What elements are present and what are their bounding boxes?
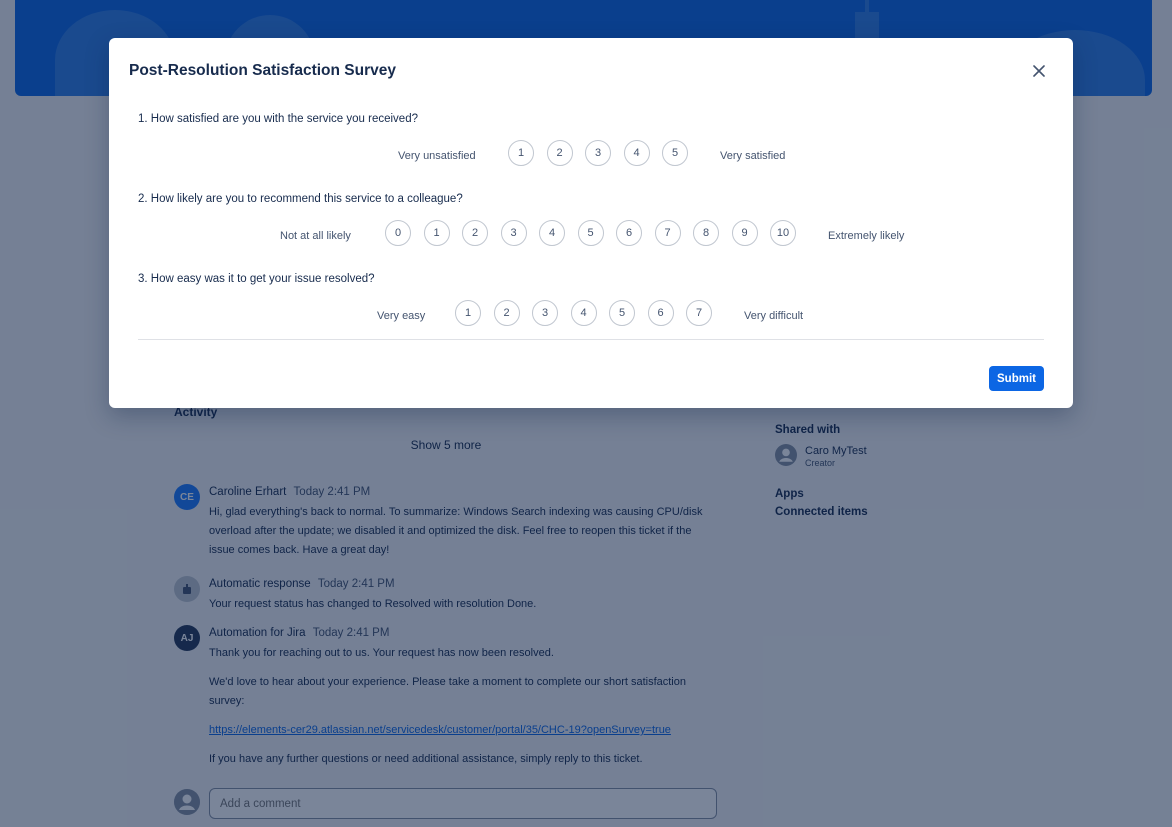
rating-option[interactable]: 4 xyxy=(539,220,565,246)
dialog-title: Post-Resolution Satisfaction Survey xyxy=(129,62,396,79)
close-icon xyxy=(1033,65,1045,77)
scale-low-label: Very unsatisfied xyxy=(398,150,476,162)
rating-option[interactable]: 4 xyxy=(571,300,597,326)
close-button[interactable] xyxy=(1028,60,1050,82)
scale-high-label: Extremely likely xyxy=(828,230,905,242)
rating-options xyxy=(508,140,688,166)
rating-scale-3 xyxy=(377,300,803,326)
scale-high-label: Very satisfied xyxy=(720,150,786,162)
rating-option[interactable]: 6 xyxy=(648,300,674,326)
rating-option[interactable]: 5 xyxy=(609,300,635,326)
submit-button[interactable]: Submit xyxy=(989,366,1044,391)
rating-option[interactable]: 8 xyxy=(693,220,719,246)
rating-option[interactable]: 1 xyxy=(424,220,450,246)
question-text: How easy was it to get your issue resolved? xyxy=(150,273,375,285)
question-number: 1. xyxy=(138,113,148,125)
scale-high-label: Very difficult xyxy=(744,310,804,322)
rating-option[interactable]: 3 xyxy=(585,140,611,166)
rating-option[interactable]: 5 xyxy=(578,220,604,246)
rating-option[interactable]: 3 xyxy=(532,300,558,326)
rating-scale-1 xyxy=(398,140,785,166)
question-number: 2. xyxy=(138,193,148,205)
rating-option[interactable]: 6 xyxy=(616,220,642,246)
rating-option[interactable]: 7 xyxy=(686,300,712,326)
rating-options xyxy=(455,300,712,326)
dialog-divider xyxy=(138,339,1044,340)
rating-option[interactable]: 10 xyxy=(770,220,796,246)
question-text: How likely are you to recommend this service to a colleague? xyxy=(150,193,463,205)
question-number: 3. xyxy=(138,273,148,285)
scale-low-label: Very easy xyxy=(377,310,426,322)
rating-option[interactable]: 7 xyxy=(655,220,681,246)
rating-option[interactable]: 9 xyxy=(732,220,758,246)
rating-option[interactable]: 2 xyxy=(462,220,488,246)
rating-option[interactable]: 3 xyxy=(501,220,527,246)
rating-option[interactable]: 4 xyxy=(624,140,650,166)
rating-options xyxy=(385,220,796,246)
rating-option[interactable]: 2 xyxy=(494,300,520,326)
rating-option[interactable]: 5 xyxy=(662,140,688,166)
question-1 xyxy=(138,113,418,125)
survey-dialog xyxy=(109,38,1073,408)
rating-scale-2 xyxy=(280,220,904,246)
rating-option[interactable]: 1 xyxy=(455,300,481,326)
rating-option[interactable]: 0 xyxy=(385,220,411,246)
question-2 xyxy=(138,193,463,205)
question-text: How satisfied are you with the service you received? xyxy=(150,113,418,125)
rating-option[interactable]: 1 xyxy=(508,140,534,166)
rating-option[interactable]: 2 xyxy=(547,140,573,166)
scale-low-label: Not at all likely xyxy=(280,230,351,242)
question-3 xyxy=(138,273,375,285)
